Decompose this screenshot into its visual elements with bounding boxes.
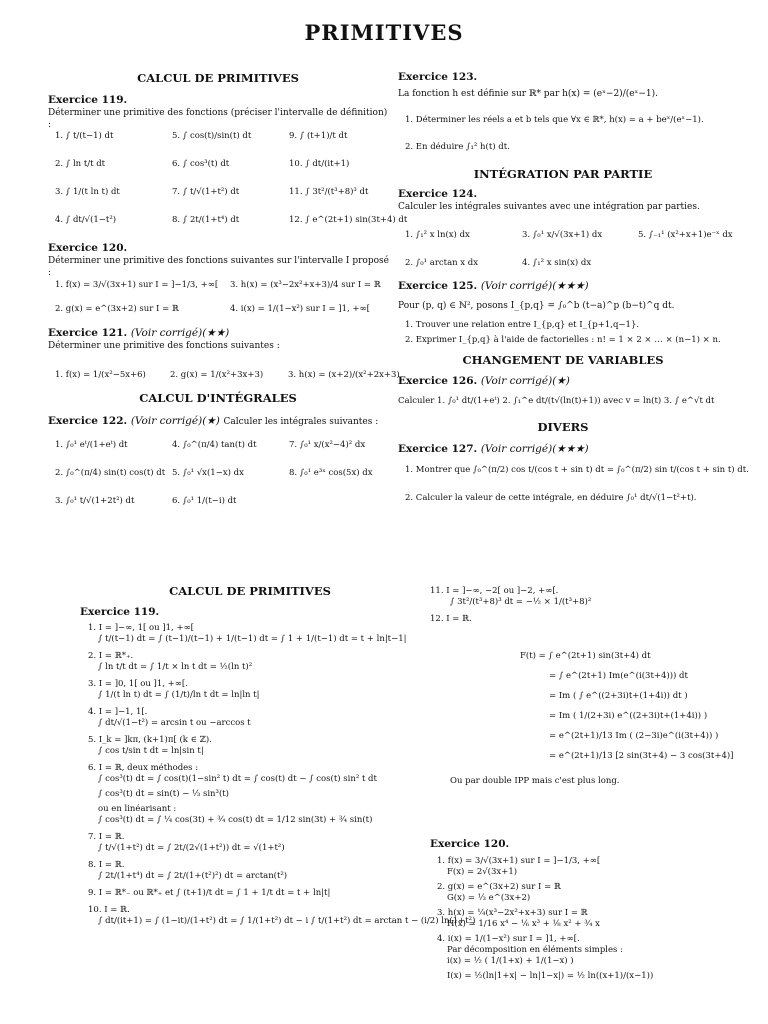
sol-line: ∫ 3t²/(t³+8)³ dt = −½ × 1/(t³+8)²	[450, 597, 592, 607]
sol-line: 3. I = ]0, 1[ ou ]1, +∞[.	[88, 679, 188, 689]
ex120-item: 3. h(x) = (x³−2x²+x+3)/4 sur I = ℝ	[230, 280, 381, 290]
sol-line: = e^(2t+1)/13 [2 sin(3t+4) − 3 cos(3t+4)]	[549, 751, 734, 761]
sol-line: ∫ ln t/t dt = ∫ 1/t × ln t dt = ½(ln t)²	[98, 662, 253, 672]
sol-line: ∫ 1/(t ln t) dt = ∫ (1/t)/ln t dt = ln|ln t|	[98, 690, 260, 700]
sol-line: 5. I_k = ]kπ, (k+1)π[ (k ∈ ℤ).	[88, 735, 212, 745]
ex127-note: (Voir corrigé)(★★★)	[480, 443, 589, 455]
ex125-heading	[398, 280, 589, 292]
ex122-item: 8. ∫₀¹ e³ˣ cos(5x) dx	[289, 468, 373, 478]
sol-line: i(x) = ½ ( 1/(1+x) + 1/(1−x) )	[447, 956, 574, 966]
sol-line: 1. I = ]−∞, 1[ ou ]1, +∞[	[88, 623, 194, 633]
sol-line: ∫ 2t/(1+t⁴) dt = ∫ 2t/(1+(t²)²) dt = arctan(t²)	[98, 871, 288, 881]
ex125-heading-text: Exercice 125.	[398, 280, 478, 292]
sol-line: 1. f(x) = 3/√(3x+1) sur I = ]−1/3, +∞[	[437, 856, 601, 866]
ex122-item: 6. ∫₀¹ 1/(t−i) dt	[172, 496, 237, 506]
ex121-item: 1. f(x) = 1/(x²−5x+6)	[55, 370, 146, 380]
ex125-note: (Voir corrigé)(★★★)	[480, 280, 589, 292]
ex123-heading: Exercice 123.	[398, 71, 478, 83]
sol-line: 2. I = ℝ*₊.	[88, 651, 134, 661]
sol-line: 8. I = ℝ.	[88, 860, 125, 870]
ex127-item: 1. Montrer que ∫₀^(π/2) cos t/(cos t + sin t) dt = ∫₀^(π/2) sin t/(cos t + sin t) dt.	[405, 465, 749, 475]
ex121-item: 2. g(x) = 1/(x²+3x+3)	[170, 370, 264, 380]
sol-line: 7. I = ℝ.	[88, 832, 125, 842]
ex122-item: 2. ∫₀^(π/4) sin(t) cos(t) dt	[55, 468, 166, 478]
sol-line: ∫ dt/√(1−t²) = arcsin t ou −arccos t	[98, 718, 251, 728]
ex127-heading-text: Exercice 127.	[398, 443, 478, 455]
ex119-heading: Exercice 119.	[48, 94, 128, 106]
sol-line: ∫ cos t/sin t dt = ln|sin t|	[98, 746, 204, 756]
ex119-item: 8. ∫ 2t/(1+t⁴) dt	[172, 215, 240, 225]
ex122-intro: Calculer les intégrales suivantes :	[223, 417, 379, 427]
ex122-heading-text: Exercice 122.	[48, 415, 128, 427]
ex120-heading: Exercice 120.	[48, 242, 128, 254]
sol-line: ∫ t/(t−1) dt = ∫ (t−1)/(t−1) + 1/(t−1) dt = ∫ 1 + 1/(t−1) dt = t + ln|t−1|	[98, 634, 407, 644]
sol-line: ∫ dt/(it+1) = ∫ (1−it)/(1+t²) dt = ∫ 1/(1+t²) dt − i ∫ t/(1+t²) dt = arctan t − (i/2) ln(1+t²)	[98, 916, 476, 926]
ex126-heading	[398, 375, 570, 387]
sol-line: H(x) = 1/16 x⁴ − ⅙ x³ + ⅛ x² + ¾ x	[447, 919, 600, 929]
sol-line: Par décomposition en éléments simples :	[447, 945, 623, 955]
ex124-item: 5. ∫₋₁¹ (x²+x+1)e⁻ˣ dx	[638, 230, 733, 240]
sol-line: = ∫ e^(2t+1) Im(e^(i(3t+4))) dt	[549, 671, 688, 681]
ex126-line: Calculer 1. ∫₀¹ dt/(1+eᵗ) 2. ∫₁^e dt/(t√(ln(t)+1)) avec v = ln(t) 3. ∫ e^√t dt	[398, 396, 715, 406]
ex121-intro: Déterminer une primitive des fonctions suivantes :	[48, 341, 280, 351]
sol-ex119-heading: Exercice 119.	[80, 606, 160, 618]
ex119-item: 10. ∫ dt/(it+1)	[289, 159, 350, 169]
ex124-intro: Calculer les intégrales suivantes avec une intégration par parties.	[398, 202, 700, 212]
ex124-item: 4. ∫₁² x sin(x) dx	[522, 258, 592, 268]
ex122-note: (Voir corrigé)(★)	[130, 415, 220, 427]
sol-line: ∫ cos³(t) dt = ∫ ¼ cos(3t) + ¾ cos(t) dt = 1/12 sin(3t) + ¾ sin(t)	[98, 815, 373, 825]
sol-line: 6. I = ℝ, deux méthodes :	[88, 763, 199, 773]
ex122-item: 1. ∫₀¹ eᵗ/(1+eᵗ) dt	[55, 440, 128, 450]
ex119-item: 2. ∫ ln t/t dt	[55, 159, 106, 169]
ex121-item: 3. h(x) = (x+2)/(x²+2x+3)	[288, 370, 400, 380]
sol-line: F(t) = ∫ e^(2t+1) sin(3t+4) dt	[520, 651, 651, 661]
sol-line: ou en linéarisant :	[98, 804, 177, 814]
ex120-intro: Déterminer une primitive des fonctions suivantes sur l'intervalle I proposé :	[48, 256, 389, 278]
ex119-item: 5. ∫ cos(t)/sin(t) dt	[172, 131, 252, 141]
section-calc-primitives: CALCUL DE PRIMITIVES	[137, 71, 299, 85]
ex123-intro: La fonction h est définie sur ℝ* par h(x) = (eˣ−2)/(eˣ−1).	[398, 89, 659, 99]
ex120-item: 2. g(x) = e^(3x+2) sur I = ℝ	[55, 304, 179, 314]
sol-line: 9. I = ℝ*₋ ou ℝ*₊ et ∫ (t+1)/t dt = ∫ 1 + 1/t dt = t + ln|t|	[88, 888, 331, 898]
ex119-item: 6. ∫ cos³(t) dt	[172, 159, 230, 169]
sol-line: F(x) = 2√(3x+1)	[447, 867, 518, 877]
ex119-item: 1. ∫ t/(t−1) dt	[55, 131, 114, 141]
sol-line: 11. I = ]−∞, −2[ ou ]−2, +∞[.	[430, 586, 559, 596]
section-calc-integrales: CALCUL D'INTÉGRALES	[139, 391, 297, 405]
ex127-heading	[398, 443, 589, 455]
ex123-item: 1. Déterminer les réels a et b tels que ∀x ∈ ℝ*, h(x) = a + beˣ/(eˣ−1).	[405, 115, 704, 125]
section-chgt-var: CHANGEMENT DE VARIABLES	[462, 353, 664, 367]
ex125-item: 1. Trouver une relation entre I_{p,q} et I_{p+1,q−1}.	[405, 320, 640, 330]
sol-line: ∫ t/√(1+t²) dt = ∫ 2t/(2√(1+t²)) dt = √(1+t²)	[98, 843, 285, 853]
ex124-heading: Exercice 124.	[398, 188, 478, 200]
ex127-item: 2. Calculer la valeur de cette intégrale, en déduire ∫₀¹ dt/√(1−t²+t).	[405, 493, 697, 503]
section-divers: DIVERS	[537, 420, 589, 434]
sol-line: = e^(2t+1)/13 Im ( (2−3i)e^(i(3t+4)) )	[549, 731, 719, 741]
sol-line: 10. I = ℝ.	[88, 905, 130, 915]
ex119-item: 3. ∫ 1/(t ln t) dt	[55, 187, 120, 197]
sol-line: 12. I = ℝ.	[430, 614, 472, 624]
sol-line: 2. g(x) = e^(3x+2) sur I = ℝ	[437, 882, 561, 892]
section-integ-partie: INTÉGRATION PAR PARTIE	[473, 167, 653, 181]
sol-line: ∫ cos³(t) dt = ∫ cos(t)(1−sin² t) dt = ∫ cos(t) dt − ∫ cos(t) sin² t dt	[98, 774, 377, 784]
sol-line: I(x) = ½(ln|1+x| − ln|1−x|) = ½ ln((x+1)/(x−1))	[447, 971, 654, 981]
sol-line: = Im ( 1/(2+3i) e^((2+3i)t+(1+4i)) )	[549, 711, 708, 721]
ex122-heading	[48, 415, 378, 428]
sol-line: = Im ( ∫ e^((2+3i)t+(1+4i)) dt )	[549, 691, 688, 701]
ex124-item: 3. ∫₀¹ x/√(3x+1) dx	[522, 230, 603, 240]
solutions-title: CALCUL DE PRIMITIVES	[169, 584, 331, 598]
sol-line: Ou par double IPP mais c'est plus long.	[450, 776, 620, 786]
ex126-heading-text: Exercice 126.	[398, 375, 478, 387]
ex124-item: 2. ∫₀¹ arctan x dx	[405, 258, 479, 268]
sol-line: 3. h(x) = ¼(x³−2x²+x+3) sur I = ℝ	[437, 908, 588, 918]
sol-ex120-heading: Exercice 120.	[430, 838, 510, 850]
ex119-intro: Déterminer une primitive des fonctions (préciser l'intervalle de définition) :	[48, 108, 388, 130]
sol-line: 4. i(x) = 1/(1−x²) sur I = ]1, +∞[.	[437, 934, 580, 944]
sol-line: ∫ cos³(t) dt = sin(t) − ⅓ sin³(t)	[98, 789, 229, 799]
ex119-item: 7. ∫ t/√(1+t²) dt	[172, 187, 240, 197]
ex119-item: 4. ∫ dt/√(1−t²)	[55, 215, 117, 225]
ex122-item: 5. ∫₀¹ √x(1−x) dx	[172, 468, 244, 478]
sol-right-column	[430, 586, 740, 787]
ex121-heading	[48, 327, 229, 339]
page-title: PRIMITIVES	[304, 20, 464, 45]
ex125-item: 2. Exprimer I_{p,q} à l'aide de factorielles : n! = 1 × 2 × … × (n−1) × n.	[405, 335, 721, 345]
ex120-item: 1. f(x) = 3/√(3x+1) sur I = ]−1/3, +∞[	[55, 280, 219, 290]
ex125-intro: Pour (p, q) ∈ ℕ², posons I_{p,q} = ∫₀^b (t−a)^p (b−t)^q dt.	[398, 301, 675, 311]
sol-line: G(x) = ⅓ e^(3x+2)	[447, 893, 531, 903]
ex123-item: 2. En déduire ∫₁² h(t) dt.	[405, 142, 510, 152]
ex124-item: 1. ∫₁² x ln(x) dx	[405, 230, 470, 240]
ex119-item: 11. ∫ 3t²/(t³+8)³ dt	[289, 187, 369, 197]
sol-line: 4. I = ]−1, 1[.	[88, 707, 148, 717]
ex121-heading-text: Exercice 121.	[48, 327, 128, 339]
ex122-item: 7. ∫₀¹ x/(x²−4)² dx	[289, 440, 366, 450]
ex121-note: (Voir corrigé)(★★)	[130, 327, 230, 339]
ex119-item: 12. ∫ e^(2t+1) sin(3t+4) dt	[289, 215, 408, 225]
sol-ex120-column	[437, 856, 747, 982]
ex122-item: 3. ∫₀¹ t/√(1+2t²) dt	[55, 496, 135, 506]
ex119-item: 9. ∫ (t+1)/t dt	[289, 131, 348, 141]
ex126-note: (Voir corrigé)(★)	[480, 375, 570, 387]
ex122-item: 4. ∫₀^(π/4) tan(t) dt	[172, 440, 257, 450]
ex120-item: 4. i(x) = 1/(1−x²) sur I = ]1, +∞[	[230, 304, 370, 314]
